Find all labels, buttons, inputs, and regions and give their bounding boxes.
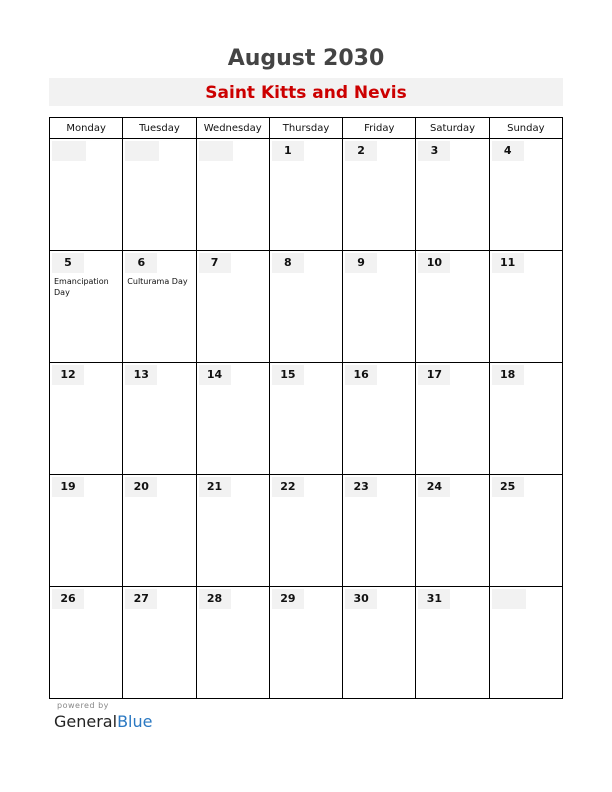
empty-day-marker	[125, 141, 159, 161]
calendar-grid	[49, 117, 563, 699]
day-cell	[50, 363, 123, 475]
day-cell	[416, 587, 489, 699]
day-cell	[123, 475, 196, 587]
country-banner	[49, 78, 563, 106]
day-number: 3	[418, 141, 450, 161]
week-row	[50, 139, 563, 251]
day-cell	[123, 587, 196, 699]
day-cell	[196, 587, 269, 699]
empty-day-marker	[199, 141, 233, 161]
day-cell	[196, 475, 269, 587]
day-cell	[50, 587, 123, 699]
day-number: 29	[272, 589, 304, 609]
day-cell	[269, 475, 342, 587]
day-cell	[123, 139, 196, 251]
day-cell	[416, 251, 489, 363]
generalblue-logo[interactable]	[54, 712, 152, 731]
day-cell	[343, 475, 416, 587]
day-number: 15	[272, 365, 304, 385]
day-number: 6	[125, 253, 157, 273]
country-name: Saint Kitts and Nevis	[205, 83, 407, 103]
day-cell	[343, 251, 416, 363]
day-cell	[123, 251, 196, 363]
weekday-header: Monday	[50, 118, 123, 139]
day-cell	[416, 363, 489, 475]
day-cell	[343, 587, 416, 699]
day-number: 7	[199, 253, 231, 273]
day-cell	[343, 139, 416, 251]
day-number: 11	[492, 253, 524, 273]
brand-blue: Blue	[117, 712, 153, 731]
weekday-header: Saturday	[416, 118, 489, 139]
day-number: 5	[52, 253, 84, 273]
day-number: 12	[52, 365, 84, 385]
weekday-header-row	[50, 118, 563, 139]
day-cell	[123, 363, 196, 475]
day-cell	[269, 363, 342, 475]
day-cell	[269, 139, 342, 251]
week-row	[50, 475, 563, 587]
week-row	[50, 587, 563, 699]
day-number: 17	[418, 365, 450, 385]
day-number: 13	[125, 365, 157, 385]
day-number: 14	[199, 365, 231, 385]
day-number: 22	[272, 477, 304, 497]
day-cell	[489, 587, 562, 699]
day-cell	[269, 587, 342, 699]
empty-day-marker	[492, 589, 526, 609]
day-cell	[50, 475, 123, 587]
day-number: 23	[345, 477, 377, 497]
weekday-header: Friday	[343, 118, 416, 139]
day-cell	[489, 139, 562, 251]
day-cell	[416, 475, 489, 587]
day-number: 28	[199, 589, 231, 609]
day-number: 8	[272, 253, 304, 273]
day-number: 27	[125, 589, 157, 609]
day-number: 4	[492, 141, 524, 161]
day-number: 16	[345, 365, 377, 385]
day-number: 24	[418, 477, 450, 497]
calendar-title: August 2030	[227, 46, 385, 71]
day-number: 18	[492, 365, 524, 385]
weekday-header: Sunday	[489, 118, 562, 139]
day-number: 9	[345, 253, 377, 273]
day-cell	[196, 139, 269, 251]
empty-day-marker	[52, 141, 86, 161]
weekday-header: Tuesday	[123, 118, 196, 139]
day-cell	[196, 363, 269, 475]
day-cell	[50, 139, 123, 251]
day-number: 26	[52, 589, 84, 609]
holiday-label: Emancipation Day	[54, 277, 109, 297]
brand-general: General	[54, 712, 118, 731]
day-number: 30	[345, 589, 377, 609]
week-row	[50, 363, 563, 475]
day-cell	[269, 251, 342, 363]
day-cell	[196, 251, 269, 363]
day-number: 1	[272, 141, 304, 161]
holiday-label: Culturama Day	[127, 277, 188, 286]
day-number: 10	[418, 253, 450, 273]
week-row	[50, 251, 563, 363]
day-cell	[343, 363, 416, 475]
day-cell	[489, 251, 562, 363]
day-number: 21	[199, 477, 231, 497]
day-number: 2	[345, 141, 377, 161]
day-number: 31	[418, 589, 450, 609]
day-cell	[50, 251, 123, 363]
day-number: 25	[492, 477, 524, 497]
day-cell	[416, 139, 489, 251]
powered-by-label: powered by	[57, 701, 109, 710]
day-number: 19	[52, 477, 84, 497]
day-number: 20	[125, 477, 157, 497]
day-cell	[489, 363, 562, 475]
day-cell	[489, 475, 562, 587]
weekday-header: Wednesday	[196, 118, 269, 139]
weekday-header: Thursday	[269, 118, 342, 139]
